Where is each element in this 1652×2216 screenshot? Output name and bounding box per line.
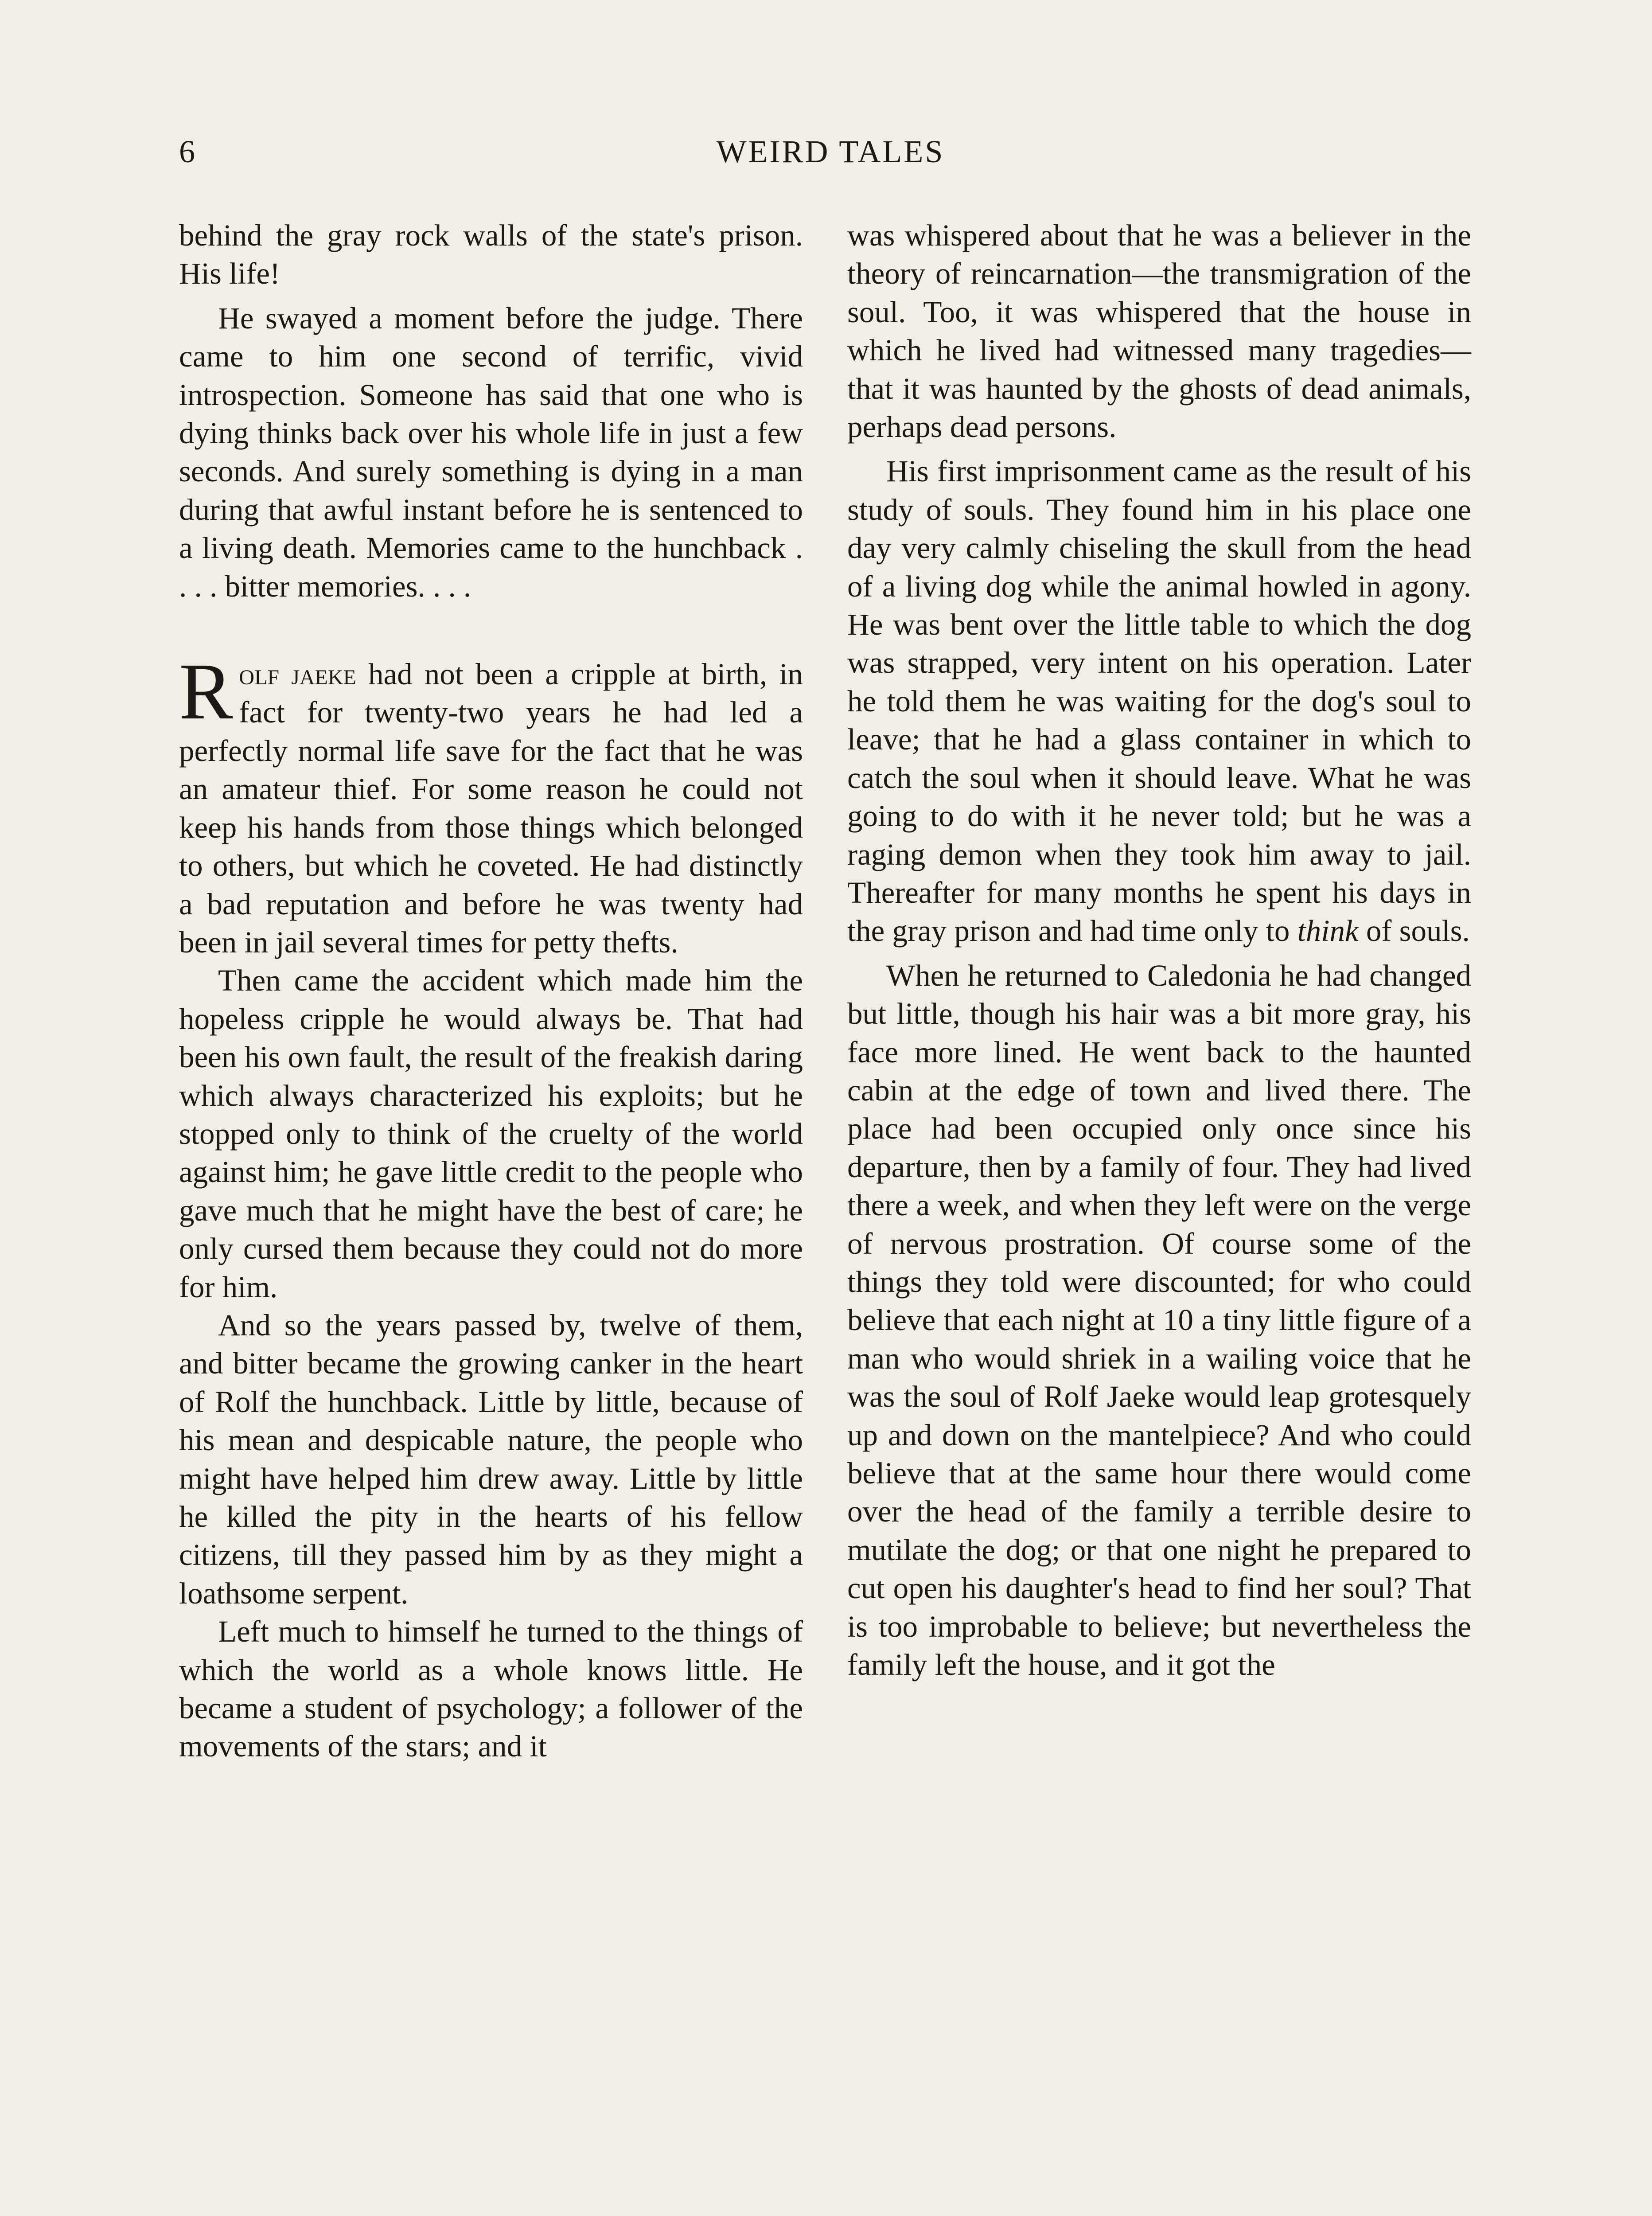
paragraph: And so the years passed by, twelve of them, and bitter became the growing canker in the heart of Rolf the hunchback. Little by little, because of his mean and despicable nature, the people who might have helped him drew away. Little by little he killed the pity in the hearts of his fellow citizens, till they passed him by as they might a loathsome serpent. bbox=[179, 1308, 803, 1610]
paragraph-text: His first imprisonment came as the result of his study of souls. They found him in his place one day very calmly chiseling the skull from the head of a living dog while the animal howled in agony. He was bent over the little table to which the dog was strapped, very intent on his operation. Later he told them he was waiting for the dog's soul to leave; that he had a glass container in which to catch the soul when it should leave. What he was going to do with it he never told; but he was a raging demon when they took him away to jail. Thereafter for many months he spent his days in the gray prison and had time only to bbox=[847, 454, 1471, 948]
left-column bbox=[179, 216, 803, 1766]
paragraph: When he returned to Caledonia he had changed but little, though his hair was a bit more gray, his face more lined. He went back to the haunted cabin at the edge of town and lived there. The place had been occupied only once since his departure, then by a family of four. They had lived there a week, and when they left were on the verge of nervous prostration. Of course some of the things they told were discounted; for who could believe that each night at 10 a tiny little figure of a man who would shriek in a wailing voice that he was the soul of Rolf Jaeke would leap grotesquely up and down on the mantelpiece? And who could believe that at the same hour there would come over the head of the family a terrible desire to mutilate the dog; or that one night he prepared to cut open his daughter's head to find her soul? That is too improbable to believe; but nevertheless the family left the house, and it got the bbox=[847, 958, 1471, 1682]
paragraph bbox=[847, 452, 1471, 950]
paragraph: Then came the accident which made him the hopeless cripple he would always be. That had been his own fault, the result of the freakish daring which always characterized his exploits; but he stopped only to think of the cruelty of the world against him; he gave little credit to the people who gave much that he might have the best of care; he only cursed them because they could not do more for him. bbox=[179, 964, 803, 1304]
emphasized-word: think bbox=[1297, 914, 1359, 948]
section-opening-paragraph bbox=[179, 647, 803, 961]
paragraph-text: of souls. bbox=[1358, 914, 1470, 948]
paragraph: behind the gray rock walls of the state's prison. His life! bbox=[179, 218, 803, 291]
right-column bbox=[847, 216, 1471, 1684]
running-title: WEIRD TALES bbox=[716, 134, 945, 169]
paragraph: He swayed a moment before the judge. There came to him one second of terrific, vivid introspection. Someone has said that one who is dying thinks back over his whole life in just a few seconds. And surely something is dying in a man during that awful instant before he is sentenced to a living death. Memories came to the hunchback . . . . bitter memories. . . . bbox=[179, 301, 803, 603]
page-number: 6 bbox=[179, 134, 195, 169]
paragraph-text: had not been a cripple at birth, in fact for twenty-two years he had led a perfectly normal life save for the fact that he was an amateur thief. For some reason he could not keep his hands from those things which belonged to others, but which he coveted. He had distinctly a bad reputation and before he was twenty had been in jail several times for petty thefts. bbox=[179, 657, 803, 959]
small-caps-name: olf jaeke bbox=[239, 657, 356, 691]
drop-cap: R bbox=[179, 647, 233, 737]
paragraph: was whispered about that he was a believer in the theory of reincarnation—the transmigration of the soul. Too, it was whispered that the house in which he lived had witnessed many tragedies—that it was haunted by the ghosts of dead animals, perhaps dead persons. bbox=[847, 218, 1471, 444]
page-header bbox=[179, 129, 1482, 174]
paragraph: Left much to himself he turned to the things of which the world as a whole knows little. He became a student of psychology; a follower of the movements of the stars; and it bbox=[179, 1615, 803, 1763]
